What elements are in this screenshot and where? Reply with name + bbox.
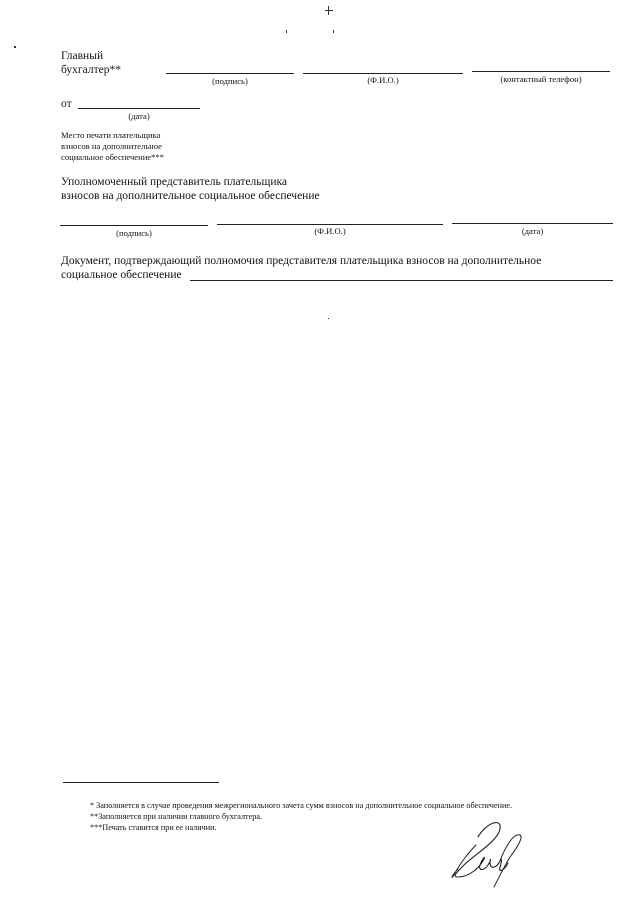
authority-doc-line1: Документ, подтверждающий полномочия представителя плательщика взносов на дополнительное <box>61 255 542 267</box>
representative-title-line2: взносов на дополнительное социальное обеспечение <box>61 190 320 202</box>
scan-mark-top-vertical <box>328 6 329 15</box>
footnotes <box>90 800 610 833</box>
chief-accountant-label <box>61 49 121 77</box>
chief-signature-line[interactable] <box>166 73 294 74</box>
chief-phone-caption: (контактный телефон) <box>500 74 582 84</box>
chief-accountant-label-line1: Главный <box>61 50 104 62</box>
representative-title <box>61 175 320 203</box>
date-line[interactable] <box>78 108 200 109</box>
stamp-line2: взносов на дополнительное <box>61 141 162 151</box>
chief-accountant-label-line2: бухгалтер** <box>61 64 121 76</box>
representative-date-caption: (дата) <box>521 226 544 236</box>
representative-name-caption: (Ф.И.О.) <box>314 226 346 236</box>
scan-mark-top <box>325 10 333 11</box>
scan-speck <box>328 318 329 319</box>
scan-speck <box>333 30 334 33</box>
chief-signature-caption: (подпись) <box>212 76 248 86</box>
representative-signature-line[interactable] <box>60 225 208 226</box>
date-caption: (дата) <box>128 111 150 121</box>
representative-name-line[interactable] <box>217 224 443 225</box>
authority-doc-field[interactable] <box>190 280 613 281</box>
footnote-2: **Заполняется при наличии главного бухгалтера. <box>90 812 263 821</box>
stamp-place-text <box>61 130 164 163</box>
footnote-1: * Заполняется в случае проведения межрегионального зачета сумм взносов на дополнительное социальное обеспечение. <box>90 801 513 810</box>
scan-speck <box>14 46 16 48</box>
date-prefix: от <box>61 98 72 110</box>
authority-doc-line2: социальное обеспечение <box>61 269 182 281</box>
chief-name-caption: (Ф.И.О.) <box>367 75 399 85</box>
scan-speck <box>286 30 287 33</box>
chief-name-line[interactable] <box>303 73 463 74</box>
chief-phone-line[interactable] <box>472 71 610 72</box>
representative-date-line[interactable] <box>452 223 613 224</box>
stamp-line3: социальное обеспечение*** <box>61 152 165 162</box>
footnote-3: ***Печать ставится при ее наличии. <box>90 823 217 832</box>
footnote-separator <box>63 782 219 783</box>
representative-title-line1: Уполномоченный представитель плательщика <box>61 176 287 188</box>
handwritten-signature <box>440 815 530 890</box>
stamp-line1: Место печати плательщика <box>61 130 161 140</box>
representative-signature-caption: (подпись) <box>116 228 152 238</box>
